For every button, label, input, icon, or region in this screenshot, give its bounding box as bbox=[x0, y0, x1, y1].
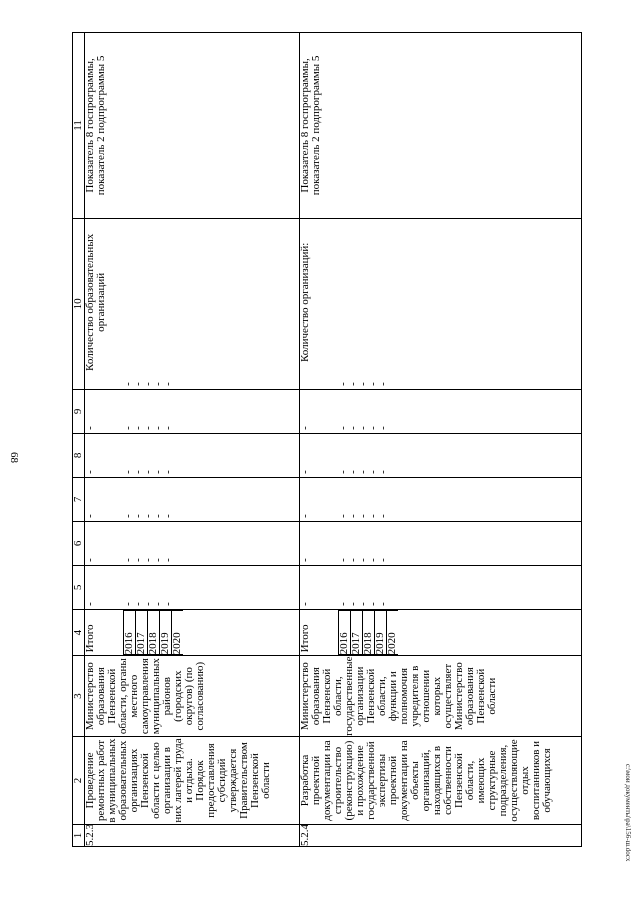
value: - bbox=[162, 382, 174, 386]
value: - bbox=[377, 602, 389, 606]
executor-cell: Министерство образования Пензенской области, государственные организации Пензенской области, функции и полномочия учредителя в отношении которых осуществляет Министерство образования Пензенской области bbox=[300, 656, 582, 737]
value-cell bbox=[85, 565, 300, 609]
value: - bbox=[162, 558, 174, 562]
link-cell: Показатель 8 госпрограммы, показатель 2 подпрограммы 5 bbox=[300, 33, 582, 219]
value: - bbox=[299, 558, 311, 562]
value: - bbox=[162, 470, 174, 474]
value: - bbox=[152, 470, 164, 474]
value: - bbox=[377, 514, 389, 518]
value: - bbox=[142, 470, 154, 474]
value: - bbox=[357, 514, 369, 518]
value: - bbox=[152, 426, 164, 430]
program-table bbox=[72, 32, 582, 847]
value-cell bbox=[300, 477, 582, 521]
value: - bbox=[299, 602, 311, 606]
header-cell: 9 bbox=[73, 389, 85, 433]
value: - bbox=[132, 470, 144, 474]
year-list bbox=[123, 610, 183, 655]
value: - bbox=[122, 602, 134, 606]
value: - bbox=[162, 514, 174, 518]
value-cell bbox=[85, 389, 300, 433]
value: - bbox=[337, 426, 349, 430]
year-cell bbox=[300, 609, 582, 655]
year: 2018 bbox=[148, 610, 160, 654]
value: - bbox=[162, 602, 174, 606]
row-number: 5.2.3 bbox=[85, 825, 300, 847]
value-cell bbox=[85, 521, 300, 565]
year: 2017 bbox=[136, 610, 148, 654]
value: - bbox=[357, 470, 369, 474]
year: 2016 bbox=[124, 610, 136, 654]
value: - bbox=[142, 426, 154, 430]
indicator-name: Количество образовательных организаций bbox=[84, 233, 107, 371]
year-cell bbox=[85, 609, 300, 655]
itogo-label: Итого bbox=[299, 624, 311, 653]
value: - bbox=[122, 514, 134, 518]
header-cell: 8 bbox=[73, 433, 85, 477]
value: - bbox=[84, 470, 96, 474]
indicator-name: Количество организаций: bbox=[299, 242, 311, 363]
value: - bbox=[142, 514, 154, 518]
value: - bbox=[84, 514, 96, 518]
value: - bbox=[337, 558, 349, 562]
value: - bbox=[142, 382, 154, 386]
value: - bbox=[132, 602, 144, 606]
executor-cell: Министерство образования Пензенской области, органы местного самоуправления муниципальных районов (городских округов) (по согласованию) bbox=[85, 656, 300, 737]
value: - bbox=[132, 382, 144, 386]
value: - bbox=[152, 558, 164, 562]
value-cell bbox=[300, 433, 582, 477]
value: - bbox=[337, 514, 349, 518]
value: - bbox=[347, 602, 359, 606]
value: - bbox=[84, 426, 96, 430]
value: - bbox=[357, 602, 369, 606]
value: - bbox=[347, 470, 359, 474]
row-number: 5.2.4 bbox=[300, 825, 582, 847]
itogo-label: Итого bbox=[84, 624, 96, 653]
header-cell: 3 bbox=[73, 656, 85, 737]
value-cell bbox=[85, 433, 300, 477]
value: - bbox=[162, 426, 174, 430]
header-cell: 4 bbox=[73, 609, 85, 655]
year-list bbox=[338, 610, 398, 655]
value: - bbox=[347, 382, 359, 386]
value: - bbox=[142, 558, 154, 562]
value-cell bbox=[300, 389, 582, 433]
value: - bbox=[347, 558, 359, 562]
header-cell: 6 bbox=[73, 521, 85, 565]
year: 2020 bbox=[172, 610, 184, 654]
value: - bbox=[337, 470, 349, 474]
year: 2020 bbox=[387, 610, 399, 654]
table-row bbox=[300, 33, 582, 847]
header-cell: 1 bbox=[73, 825, 85, 847]
value: - bbox=[367, 426, 379, 430]
value-cell bbox=[300, 521, 582, 565]
activity-cell: Проведение ремонтных работ в муниципальных образовательных организациях Пензенской области с целью организации в них лагерей труда и отдыха. Порядок предоставления субсидий утверждается Правительством Пензенской области bbox=[85, 737, 300, 825]
table-row bbox=[85, 33, 300, 847]
header-row bbox=[73, 33, 85, 847]
value: - bbox=[122, 426, 134, 430]
value: - bbox=[122, 382, 134, 386]
value: - bbox=[357, 382, 369, 386]
header-cell: 5 bbox=[73, 565, 85, 609]
value: - bbox=[377, 558, 389, 562]
value: - bbox=[377, 382, 389, 386]
footer-file-path: c:\мои документы\ра\156-ш.docx bbox=[624, 764, 632, 862]
value: - bbox=[132, 426, 144, 430]
value: - bbox=[367, 470, 379, 474]
value: - bbox=[367, 514, 379, 518]
value: - bbox=[367, 558, 379, 562]
value: - bbox=[152, 382, 164, 386]
value: - bbox=[377, 470, 389, 474]
year: 2017 bbox=[351, 610, 363, 654]
header-cell: 7 bbox=[73, 477, 85, 521]
header-cell: 11 bbox=[73, 33, 85, 219]
value: - bbox=[84, 602, 96, 606]
value: - bbox=[347, 514, 359, 518]
indicator-cell bbox=[85, 218, 300, 389]
value: - bbox=[357, 558, 369, 562]
value: - bbox=[299, 470, 311, 474]
year: 2019 bbox=[375, 610, 387, 654]
indicator-cell bbox=[300, 218, 582, 389]
value: - bbox=[337, 382, 349, 386]
link-cell: Показатель 8 госпрограммы, показатель 2 подпрограммы 5 bbox=[85, 33, 300, 219]
value: - bbox=[142, 602, 154, 606]
year: 2019 bbox=[160, 610, 172, 654]
header-cell: 2 bbox=[73, 737, 85, 825]
value: - bbox=[122, 470, 134, 474]
value: - bbox=[152, 602, 164, 606]
rotated-table-container bbox=[72, 32, 582, 847]
value: - bbox=[347, 426, 359, 430]
value: - bbox=[299, 514, 311, 518]
activity-cell: Разработка проектной документации на строительство (реконструкцию) и прохождение государственной экспертизы проектной документации на объекты организаций, находящихся в собственности Пензенской области, имеющих структурные подразделения, осуществляющие отдых воспитанников и обучающихся bbox=[300, 737, 582, 825]
header-cell: 10 bbox=[73, 218, 85, 389]
value: - bbox=[337, 602, 349, 606]
value: - bbox=[132, 514, 144, 518]
value: - bbox=[377, 426, 389, 430]
value: - bbox=[122, 558, 134, 562]
year: 2018 bbox=[363, 610, 375, 654]
value: - bbox=[367, 382, 379, 386]
value: - bbox=[84, 558, 96, 562]
value-cell bbox=[85, 477, 300, 521]
value: - bbox=[152, 514, 164, 518]
year: 2016 bbox=[339, 610, 351, 654]
value: - bbox=[367, 602, 379, 606]
page-number: 68 bbox=[8, 452, 20, 463]
value: - bbox=[299, 426, 311, 430]
value-cell bbox=[300, 565, 582, 609]
value: - bbox=[357, 426, 369, 430]
value: - bbox=[132, 558, 144, 562]
